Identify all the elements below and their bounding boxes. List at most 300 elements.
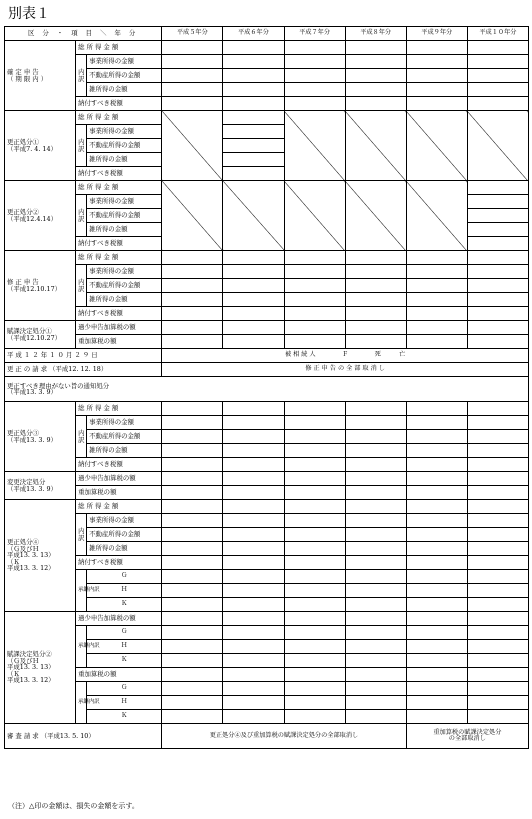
year-header: 平成８年分 [345,27,406,41]
value-cell [406,710,467,724]
label-line: 訳 [78,144,85,153]
value-cell [162,41,223,55]
value-cell [223,335,284,349]
value-cell [406,598,467,612]
label-line: （Ｋ [7,669,20,678]
value-cell [406,514,467,528]
value-cell [406,97,467,111]
section-label [5,251,76,321]
value-cell [223,279,284,293]
value-cell [284,321,345,335]
table-row [5,251,529,265]
value-cell [406,69,467,83]
heir-label: Ｋ [87,710,162,724]
value-cell [467,626,528,640]
value-cell [467,612,528,626]
value-cell [467,181,528,195]
value-cell [162,710,223,724]
value-cell [162,293,223,307]
label-line: 審 査 請 求 [7,731,39,740]
label-line: 内 [78,138,85,147]
label-line: 賦課決定処分① [7,327,52,336]
blank-cell [162,111,223,181]
blank-cell [345,181,406,251]
value-cell [223,430,284,444]
value-cell [162,584,223,598]
table-row [5,111,529,125]
item-label: 雑所得の金額 [87,542,162,556]
heir-label: Ｋ [87,654,162,668]
value-cell [406,321,467,335]
heirs-label: 承継内訳 [76,682,87,724]
value-cell [467,458,528,472]
value-cell [345,444,406,458]
value-cell [345,528,406,542]
year-header: 平成９年分 [406,27,467,41]
value-cell [406,251,467,265]
value-cell [284,472,345,486]
label-line: 内 [78,208,85,217]
value-cell [406,472,467,486]
table-row [5,668,529,682]
item-label: 総 所 得 金 額 [76,181,162,195]
value-cell [162,444,223,458]
table-row [5,321,529,335]
value-cell [223,612,284,626]
item-label: 重加算税の額 [76,335,162,349]
event-text: 修 正 申 告 の 全 部 取 消 し [162,363,529,377]
label-line: 更正処分① [7,138,39,147]
value-cell [467,696,528,710]
value-cell [284,696,345,710]
value-cell [406,682,467,696]
value-cell [406,556,467,570]
value-cell [406,626,467,640]
value-cell [223,584,284,598]
value-cell [345,307,406,321]
value-cell [467,430,528,444]
value-cell [162,486,223,500]
value-cell [467,416,528,430]
value-cell [406,279,467,293]
section-label [5,321,76,349]
item-label: 重加算税の額 [76,486,162,500]
item-label: 納付すべき税額 [76,237,162,251]
table-row [5,472,529,486]
value-cell [284,444,345,458]
item-label: 事業所得の金額 [87,514,162,528]
value-cell [284,335,345,349]
item-label: 総 所 得 金 額 [76,111,162,125]
value-cell [223,682,284,696]
label-line: の全部取消し [448,735,486,742]
value-cell [406,430,467,444]
notice-label [5,377,529,402]
value-cell [467,570,528,584]
value-cell [467,97,528,111]
value-cell [467,41,528,55]
value-cell [345,668,406,682]
value-cell [467,486,528,500]
value-cell [345,472,406,486]
header-label: 区 分 ・ 項 目 ＼ 年 分 [5,27,162,41]
table-row [5,55,529,69]
value-cell [284,570,345,584]
value-cell [284,97,345,111]
item-label: 総 所 得 金 額 [76,41,162,55]
value-cell [284,710,345,724]
value-cell [223,293,284,307]
value-cell [345,486,406,500]
value-cell [162,598,223,612]
section-label [5,111,76,181]
value-cell [223,514,284,528]
value-cell [223,321,284,335]
value-cell [223,97,284,111]
value-cell [223,458,284,472]
value-cell [162,696,223,710]
value-cell [162,472,223,486]
year-header: 平成１０年分 [467,27,528,41]
value-cell [345,335,406,349]
item-label: 重加算税の額 [76,668,162,682]
value-cell [162,612,223,626]
item-label: 納付すべき税額 [76,97,162,111]
value-cell [284,598,345,612]
value-cell [223,41,284,55]
value-cell [345,279,406,293]
blank-cell [162,181,223,251]
table-row [5,724,529,749]
label-line: （平成13. 5. 10） [40,731,95,740]
value-cell [467,55,528,69]
value-cell [406,293,467,307]
table-row [5,458,529,472]
label-line: 訳 [78,435,85,444]
value-cell [284,41,345,55]
blank-cell [284,181,345,251]
label-line: 訳 [78,214,85,223]
value-cell [345,556,406,570]
value-cell [162,402,223,416]
value-cell [467,195,528,209]
value-cell [406,612,467,626]
value-cell [162,97,223,111]
value-cell [223,528,284,542]
value-cell [467,209,528,223]
value-cell [406,41,467,55]
value-cell [406,654,467,668]
value-cell [345,83,406,97]
blank-cell [406,111,467,181]
breakdown-label [76,195,87,237]
label-line: 重加算税の賦課決定処分 [433,728,502,736]
value-cell [406,668,467,682]
blank-cell [406,181,467,251]
breakdown-label [76,55,87,97]
value-cell [467,528,528,542]
label-line: 変更決定処分 [7,478,46,487]
value-cell [223,654,284,668]
value-cell [467,584,528,598]
value-cell [284,69,345,83]
item-label: 事業所得の金額 [87,125,162,139]
value-cell [406,402,467,416]
heir-label: Ｇ [87,626,162,640]
section-label [5,500,76,612]
value-cell [406,570,467,584]
value-cell [162,500,223,514]
label-line: 更正処分④ [7,538,39,547]
label-line: （平成13. 3. 9） [7,388,57,396]
value-cell [284,612,345,626]
breakdown-label [76,125,87,167]
value-cell [345,500,406,514]
value-cell [284,293,345,307]
value-cell [345,682,406,696]
value-cell [223,111,284,125]
value-cell [223,444,284,458]
heir-label: Ｈ [87,640,162,654]
value-cell [284,430,345,444]
value-cell [467,668,528,682]
value-cell [467,237,528,251]
value-cell [223,55,284,69]
value-cell [162,570,223,584]
label-line: 平成13. 3. 13） [7,551,55,560]
value-cell [406,265,467,279]
table-row [5,556,529,570]
value-cell [345,251,406,265]
item-label: 事業所得の金額 [87,265,162,279]
label-line: 更正処分③ [7,429,39,438]
value-cell [162,458,223,472]
item-label: 不動産所得の金額 [87,139,162,153]
value-cell [406,55,467,69]
section-label [5,472,76,500]
value-cell [284,402,345,416]
heirs-label: 承継内訳 [76,570,87,612]
table-row [5,626,529,640]
value-cell [467,335,528,349]
value-cell [223,598,284,612]
item-label: 雑所得の金額 [87,153,162,167]
table-body [5,27,529,749]
item-label: 雑所得の金額 [87,444,162,458]
value-cell [406,528,467,542]
value-cell [467,223,528,237]
value-cell [345,430,406,444]
label-line: （Ｇ及びＨ [7,544,39,553]
value-cell [162,430,223,444]
value-cell [345,570,406,584]
label-line: 更 正 の 請 求 [7,365,48,374]
value-cell [284,458,345,472]
value-cell [284,55,345,69]
label-line: 訳 [78,74,85,83]
breakdown-label [76,514,87,556]
label-line: 更正すべき理由がない旨の通知処分 [7,381,110,390]
value-cell [223,500,284,514]
value-cell [284,640,345,654]
value-cell [284,251,345,265]
value-cell [467,710,528,724]
value-cell [345,55,406,69]
value-cell [223,542,284,556]
value-cell [406,584,467,598]
value-cell [284,542,345,556]
label-line: （Ｋ [7,557,20,566]
value-cell [284,584,345,598]
value-cell [162,416,223,430]
label-line: 修 正 申 告 [7,278,39,287]
table-row [5,486,529,500]
value-cell [345,654,406,668]
section-label [5,402,76,472]
table-row [5,97,529,111]
value-cell [162,83,223,97]
value-cell [223,472,284,486]
table-row [5,682,529,696]
label-line: （平成12.10.27） [7,333,62,342]
item-label: 総 所 得 金 額 [76,500,162,514]
value-cell [162,528,223,542]
label-line: 平成13. 3. 13） [7,663,55,672]
footnote: （注）△印の金額は、損失の金額を示す。 [8,802,139,810]
value-cell [345,542,406,556]
value-cell [467,279,528,293]
value-cell [284,307,345,321]
value-cell [223,139,284,153]
value-cell [467,402,528,416]
item-label: 総 所 得 金 額 [76,251,162,265]
value-cell [467,69,528,83]
label-line: （平成7. 4. 14） [7,144,57,153]
label-line: 平成13. 3. 12） [7,564,55,573]
table-row [5,307,529,321]
value-cell [162,542,223,556]
value-cell [467,83,528,97]
item-label: 過少申告加算税の額 [76,612,162,626]
value-cell [223,486,284,500]
value-cell [467,640,528,654]
value-cell [223,125,284,139]
value-cell [345,265,406,279]
label-line: （Ｇ及びＨ [7,656,39,665]
table-row [5,500,529,514]
event-text: 更正処分④及び重加算税の賦課決定処分の全部取消し [162,724,406,749]
value-cell [223,83,284,97]
value-cell [345,402,406,416]
blank-cell [467,111,528,181]
value-cell [406,83,467,97]
label-line: 賦課決定処分② [7,650,52,659]
value-cell [162,335,223,349]
value-cell [223,668,284,682]
value-cell [162,307,223,321]
label-line: （平成12. 12. 18） [49,365,108,374]
item-label: 事業所得の金額 [87,195,162,209]
value-cell [284,265,345,279]
value-cell [406,486,467,500]
value-cell [223,69,284,83]
value-cell [223,167,284,181]
value-cell [467,307,528,321]
event-text: 被 相 続 人 Ｆ 死 亡 [162,349,529,363]
section-label [5,41,76,111]
value-cell [162,640,223,654]
label-line: （平成12.4.14） [7,214,57,223]
value-cell [162,668,223,682]
item-label: 不動産所得の金額 [87,209,162,223]
value-cell [223,640,284,654]
label-line: 内 [78,527,85,536]
value-cell [223,556,284,570]
value-cell [162,654,223,668]
table-row [5,377,529,402]
value-cell [284,528,345,542]
table-row [5,612,529,626]
item-label: 事業所得の金額 [87,55,162,69]
value-cell [467,542,528,556]
value-cell [162,626,223,640]
value-cell [223,626,284,640]
value-cell [284,682,345,696]
value-cell [284,668,345,682]
value-cell [284,654,345,668]
label-line: 内 [78,68,85,77]
event-date [5,363,162,377]
value-cell [284,416,345,430]
value-cell [467,500,528,514]
item-label: 不動産所得の金額 [87,69,162,83]
value-cell [467,265,528,279]
value-cell [223,153,284,167]
value-cell [223,251,284,265]
value-cell [345,514,406,528]
item-label: 雑所得の金額 [87,293,162,307]
item-label: 納付すべき税額 [76,556,162,570]
value-cell [406,542,467,556]
value-cell [345,41,406,55]
value-cell [162,321,223,335]
value-cell [406,696,467,710]
item-label: 不動産所得の金額 [87,430,162,444]
heir-label: Ｋ [87,598,162,612]
value-cell [406,416,467,430]
table-row [5,335,529,349]
value-cell [406,500,467,514]
heir-label: Ｇ [87,570,162,584]
value-cell [345,321,406,335]
value-cell [284,514,345,528]
label-line: 確 定 申 告 [7,68,39,77]
value-cell [223,265,284,279]
value-cell [223,416,284,430]
table-row [5,363,529,377]
value-cell [345,612,406,626]
value-cell [162,682,223,696]
value-cell [223,307,284,321]
label-line: （平成12.10.17） [7,284,62,293]
value-cell [467,682,528,696]
value-cell [406,335,467,349]
item-label: 過少申告加算税の額 [76,321,162,335]
value-cell [345,598,406,612]
value-cell [345,626,406,640]
heir-label: Ｈ [87,584,162,598]
breakdown-label [76,416,87,458]
